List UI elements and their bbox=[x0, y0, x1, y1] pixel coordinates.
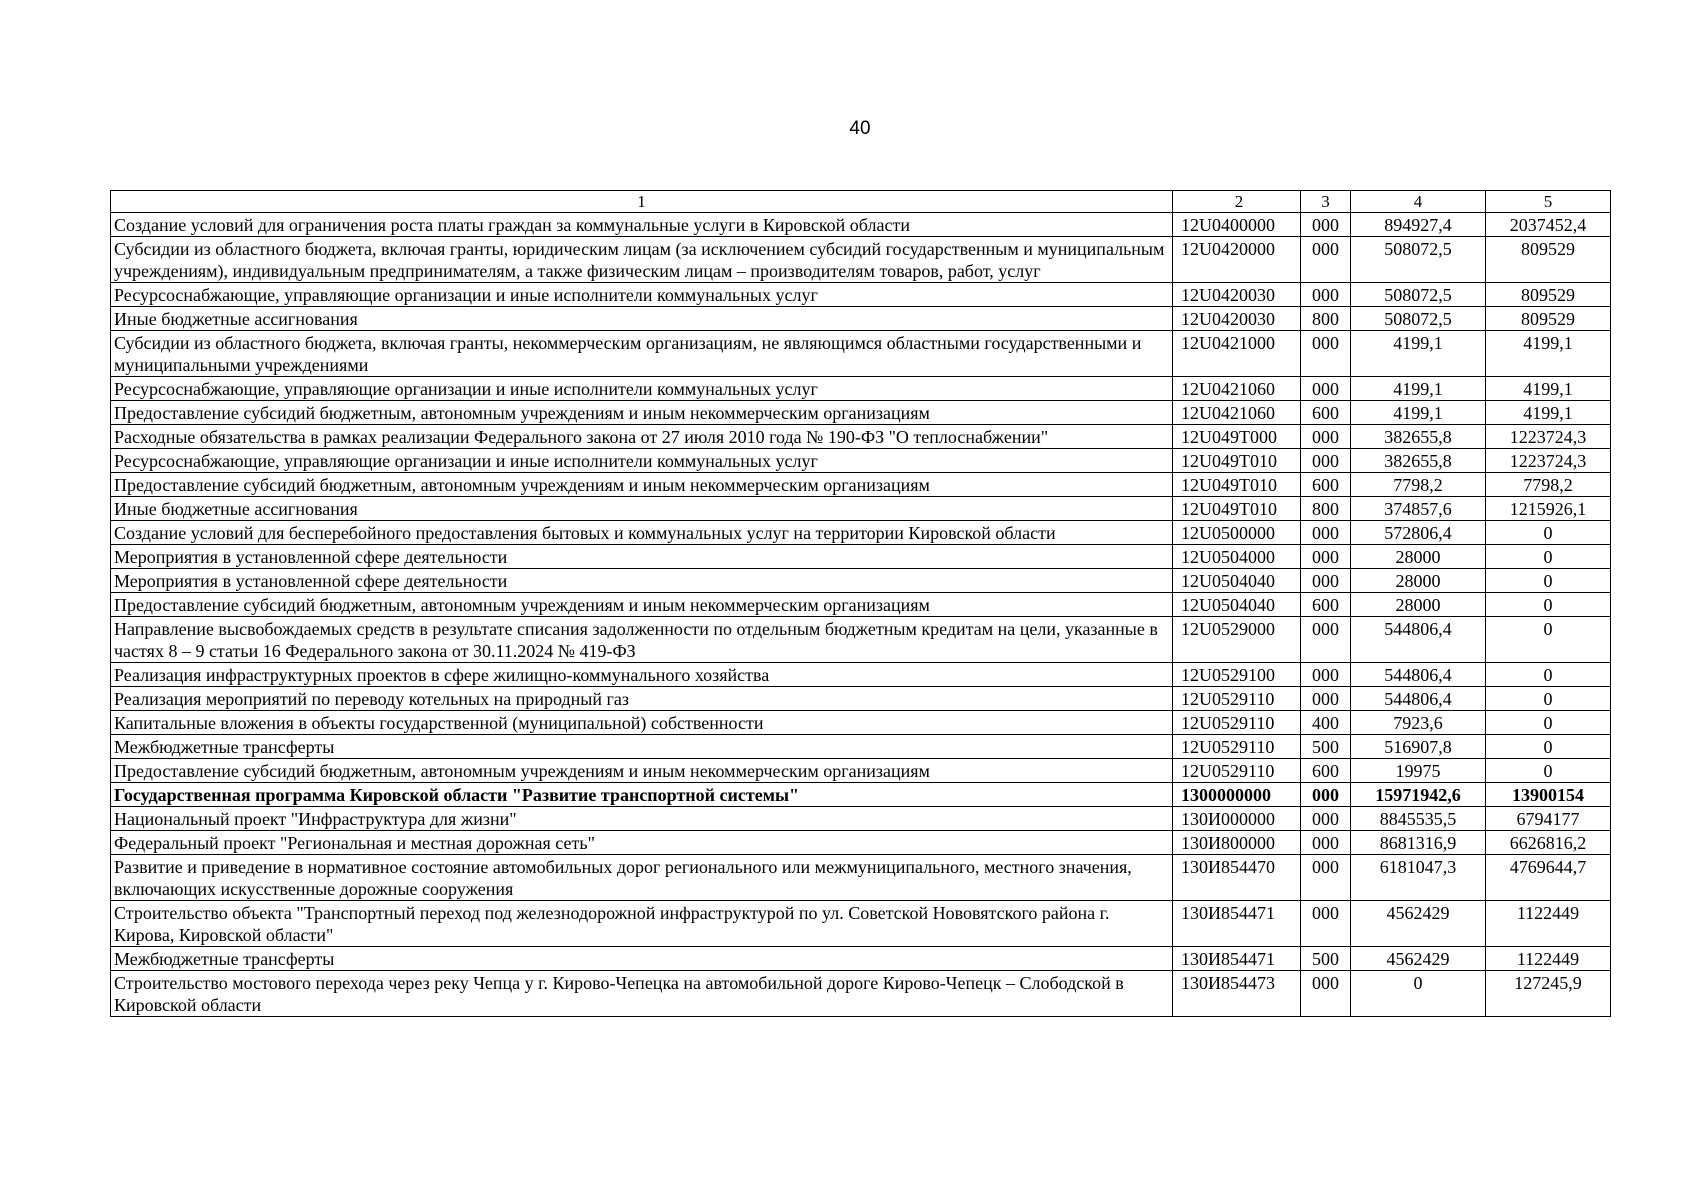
item-name: Строительство объекта "Транспортный переход под железнодорожной инфраструктурой по ул. Советской Нововятского района г. Кирова, Кировской области" bbox=[111, 901, 1173, 947]
item-name: Реализация мероприятий по переводу котельных на природный газ bbox=[111, 687, 1173, 711]
expense-type-code: 000 bbox=[1301, 237, 1351, 283]
table-row bbox=[111, 331, 1611, 377]
expense-type-code: 000 bbox=[1301, 901, 1351, 947]
amount-col-4: 4562429 bbox=[1351, 901, 1486, 947]
item-name: Федеральный проект "Региональная и местная дорожная сеть" bbox=[111, 831, 1173, 855]
target-article-code: 130И854471 bbox=[1173, 901, 1301, 947]
table-row bbox=[111, 947, 1611, 971]
item-name: Предоставление субсидий бюджетным, автономным учреждениям и иным некоммерческим организациям bbox=[111, 473, 1173, 497]
amount-col-4: 544806,4 bbox=[1351, 687, 1486, 711]
item-name: Ресурсоснабжающие, управляющие организации и иные исполнители коммунальных услуг bbox=[111, 377, 1173, 401]
expense-type-code: 000 bbox=[1301, 783, 1351, 807]
expense-type-code: 000 bbox=[1301, 449, 1351, 473]
amount-col-4: 4562429 bbox=[1351, 947, 1486, 971]
amount-col-4: 508072,5 bbox=[1351, 307, 1486, 331]
amount-col-5: 127245,9 bbox=[1486, 971, 1611, 1017]
item-name: Национальный проект "Инфраструктура для жизни" bbox=[111, 807, 1173, 831]
amount-col-5: 13900154 bbox=[1486, 783, 1611, 807]
target-article-code: 130И800000 bbox=[1173, 831, 1301, 855]
amount-col-4: 6181047,3 bbox=[1351, 855, 1486, 901]
amount-col-5: 809529 bbox=[1486, 283, 1611, 307]
table-row bbox=[111, 687, 1611, 711]
item-name: Ресурсоснабжающие, управляющие организации и иные исполнители коммунальных услуг bbox=[111, 449, 1173, 473]
target-article-code: 12U0504040 bbox=[1173, 593, 1301, 617]
expense-type-code: 000 bbox=[1301, 521, 1351, 545]
amount-col-4: 544806,4 bbox=[1351, 617, 1486, 663]
item-name: Расходные обязательства в рамках реализации Федерального закона от 27 июля 2010 года № 190-ФЗ "О теплоснабжении" bbox=[111, 425, 1173, 449]
target-article-code: 130И854470 bbox=[1173, 855, 1301, 901]
target-article-code: 12U0400000 bbox=[1173, 213, 1301, 237]
amount-col-5: 4199,1 bbox=[1486, 377, 1611, 401]
amount-col-5: 0 bbox=[1486, 617, 1611, 663]
expense-type-code: 000 bbox=[1301, 687, 1351, 711]
expense-type-code: 000 bbox=[1301, 855, 1351, 901]
expense-type-code: 000 bbox=[1301, 545, 1351, 569]
item-name: Межбюджетные трансферты bbox=[111, 947, 1173, 971]
expense-type-code: 400 bbox=[1301, 711, 1351, 735]
expense-type-code: 500 bbox=[1301, 947, 1351, 971]
table-row bbox=[111, 901, 1611, 947]
amount-col-5: 4199,1 bbox=[1486, 331, 1611, 377]
column-number: 3 bbox=[1301, 191, 1351, 213]
item-name: Реализация инфраструктурных проектов в сфере жилищно-коммунального хозяйства bbox=[111, 663, 1173, 687]
expense-type-code: 000 bbox=[1301, 283, 1351, 307]
column-number-row bbox=[111, 191, 1611, 213]
column-number: 2 bbox=[1173, 191, 1301, 213]
amount-col-5: 4199,1 bbox=[1486, 401, 1611, 425]
amount-col-4: 516907,8 bbox=[1351, 735, 1486, 759]
target-article-code: 12U0529100 bbox=[1173, 663, 1301, 687]
table-row bbox=[111, 569, 1611, 593]
amount-col-4: 508072,5 bbox=[1351, 237, 1486, 283]
table-row bbox=[111, 831, 1611, 855]
column-number: 5 bbox=[1486, 191, 1611, 213]
amount-col-4: 28000 bbox=[1351, 545, 1486, 569]
item-name: Капитальные вложения в объекты государственной (муниципальной) собственности bbox=[111, 711, 1173, 735]
target-article-code: 12U0420000 bbox=[1173, 237, 1301, 283]
amount-col-4: 572806,4 bbox=[1351, 521, 1486, 545]
amount-col-5: 0 bbox=[1486, 569, 1611, 593]
item-name: Предоставление субсидий бюджетным, автономным учреждениям и иным некоммерческим организациям bbox=[111, 759, 1173, 783]
table-row bbox=[111, 663, 1611, 687]
target-article-code: 130И854473 bbox=[1173, 971, 1301, 1017]
amount-col-4: 7923,6 bbox=[1351, 711, 1486, 735]
item-name: Направление высвобождаемых средств в результате списания задолженности по отдельным бюджетным кредитам на цели, указанные в частях 8 – 9 статьи 16 Федерального закона от 30.11.2024 № 419-ФЗ bbox=[111, 617, 1173, 663]
table-row bbox=[111, 855, 1611, 901]
item-name: Иные бюджетные ассигнования bbox=[111, 497, 1173, 521]
table-row bbox=[111, 593, 1611, 617]
amount-col-5: 1223724,3 bbox=[1486, 449, 1611, 473]
amount-col-4: 7798,2 bbox=[1351, 473, 1486, 497]
target-article-code: 12U0529110 bbox=[1173, 759, 1301, 783]
amount-col-4: 544806,4 bbox=[1351, 663, 1486, 687]
expense-type-code: 000 bbox=[1301, 377, 1351, 401]
amount-col-4: 19975 bbox=[1351, 759, 1486, 783]
target-article-code: 12U0420030 bbox=[1173, 307, 1301, 331]
amount-col-5: 0 bbox=[1486, 593, 1611, 617]
amount-col-5: 809529 bbox=[1486, 237, 1611, 283]
target-article-code: 12U0529110 bbox=[1173, 735, 1301, 759]
target-article-code: 12U049T000 bbox=[1173, 425, 1301, 449]
target-article-code: 12U0421060 bbox=[1173, 401, 1301, 425]
table-row bbox=[111, 307, 1611, 331]
amount-col-5: 0 bbox=[1486, 735, 1611, 759]
page-number: 40 bbox=[849, 118, 871, 139]
amount-col-5: 6794177 bbox=[1486, 807, 1611, 831]
item-name: Иные бюджетные ассигнования bbox=[111, 307, 1173, 331]
target-article-code: 12U0420030 bbox=[1173, 283, 1301, 307]
amount-col-5: 2037452,4 bbox=[1486, 213, 1611, 237]
table-row bbox=[111, 449, 1611, 473]
table-row bbox=[111, 213, 1611, 237]
target-article-code: 12U0529110 bbox=[1173, 711, 1301, 735]
amount-col-5: 0 bbox=[1486, 711, 1611, 735]
expense-type-code: 800 bbox=[1301, 307, 1351, 331]
amount-col-4: 4199,1 bbox=[1351, 331, 1486, 377]
target-article-code: 12U049T010 bbox=[1173, 497, 1301, 521]
expense-type-code: 000 bbox=[1301, 831, 1351, 855]
item-name: Субсидии из областного бюджета, включая гранты, юридическим лицам (за исключением субсидий государственным и муниципальным учреждениям), индивидуальным предпринимателям, а также физическим лицам – производителям товаров, работ, услуг bbox=[111, 237, 1173, 283]
amount-col-4: 28000 bbox=[1351, 593, 1486, 617]
amount-col-4: 15971942,6 bbox=[1351, 783, 1486, 807]
table-row bbox=[111, 807, 1611, 831]
amount-col-5: 0 bbox=[1486, 759, 1611, 783]
amount-col-4: 8681316,9 bbox=[1351, 831, 1486, 855]
item-name: Государственная программа Кировской области "Развитие транспортной системы" bbox=[111, 783, 1173, 807]
amount-col-4: 28000 bbox=[1351, 569, 1486, 593]
amount-col-5: 0 bbox=[1486, 521, 1611, 545]
item-name: Предоставление субсидий бюджетным, автономным учреждениям и иным некоммерческим организациям bbox=[111, 401, 1173, 425]
item-name: Ресурсоснабжающие, управляющие организации и иные исполнители коммунальных услуг bbox=[111, 283, 1173, 307]
item-name: Мероприятия в установленной сфере деятельности bbox=[111, 569, 1173, 593]
table-row bbox=[111, 237, 1611, 283]
amount-col-4: 382655,8 bbox=[1351, 449, 1486, 473]
expense-type-code: 000 bbox=[1301, 213, 1351, 237]
amount-col-5: 1122449 bbox=[1486, 947, 1611, 971]
target-article-code: 12U0529110 bbox=[1173, 687, 1301, 711]
target-article-code: 12U049T010 bbox=[1173, 473, 1301, 497]
item-name: Развитие и приведение в нормативное состояние автомобильных дорог регионального или межмуниципального, местного значения, включающих искусственные дорожные сооружения bbox=[111, 855, 1173, 901]
amount-col-5: 1215926,1 bbox=[1486, 497, 1611, 521]
amount-col-4: 894927,4 bbox=[1351, 213, 1486, 237]
expense-type-code: 000 bbox=[1301, 331, 1351, 377]
table-row bbox=[111, 735, 1611, 759]
table-row bbox=[111, 377, 1611, 401]
target-article-code: 12U049T010 bbox=[1173, 449, 1301, 473]
target-article-code: 12U0421000 bbox=[1173, 331, 1301, 377]
expense-type-code: 000 bbox=[1301, 971, 1351, 1017]
amount-col-5: 7798,2 bbox=[1486, 473, 1611, 497]
table-row bbox=[111, 617, 1611, 663]
target-article-code: 12U0529000 bbox=[1173, 617, 1301, 663]
column-number: 1 bbox=[111, 191, 1173, 213]
item-name: Предоставление субсидий бюджетным, автономным учреждениям и иным некоммерческим организациям bbox=[111, 593, 1173, 617]
expense-type-code: 000 bbox=[1301, 425, 1351, 449]
expense-type-code: 000 bbox=[1301, 569, 1351, 593]
column-number: 4 bbox=[1351, 191, 1486, 213]
target-article-code: 1300000000 bbox=[1173, 783, 1301, 807]
amount-col-5: 809529 bbox=[1486, 307, 1611, 331]
expense-type-code: 600 bbox=[1301, 401, 1351, 425]
target-article-code: 12U0421060 bbox=[1173, 377, 1301, 401]
item-name: Строительство мостового перехода через реку Чепца у г. Кирово-Чепецка на автомобильной дороге Кирово-Чепецк – Слободской в Кировской области bbox=[111, 971, 1173, 1017]
expense-type-code: 800 bbox=[1301, 497, 1351, 521]
table-row bbox=[111, 759, 1611, 783]
amount-col-5: 1223724,3 bbox=[1486, 425, 1611, 449]
amount-col-4: 0 bbox=[1351, 971, 1486, 1017]
item-name: Субсидии из областного бюджета, включая гранты, некоммерческим организациям, не являющимся областными государственными и муниципальными учреждениями bbox=[111, 331, 1173, 377]
table-row bbox=[111, 545, 1611, 569]
amount-col-4: 8845535,5 bbox=[1351, 807, 1486, 831]
expense-type-code: 000 bbox=[1301, 663, 1351, 687]
amount-col-5: 0 bbox=[1486, 663, 1611, 687]
table-row bbox=[111, 497, 1611, 521]
target-article-code: 130И000000 bbox=[1173, 807, 1301, 831]
target-article-code: 12U0504040 bbox=[1173, 569, 1301, 593]
table-row bbox=[111, 521, 1611, 545]
table-row bbox=[111, 783, 1611, 807]
amount-col-4: 382655,8 bbox=[1351, 425, 1486, 449]
amount-col-5: 0 bbox=[1486, 545, 1611, 569]
amount-col-5: 4769644,7 bbox=[1486, 855, 1611, 901]
amount-col-5: 1122449 bbox=[1486, 901, 1611, 947]
amount-col-5: 6626816,2 bbox=[1486, 831, 1611, 855]
target-article-code: 12U0504000 bbox=[1173, 545, 1301, 569]
expense-type-code: 500 bbox=[1301, 735, 1351, 759]
expense-type-code: 000 bbox=[1301, 617, 1351, 663]
table-row bbox=[111, 425, 1611, 449]
item-name: Мероприятия в установленной сфере деятельности bbox=[111, 545, 1173, 569]
amount-col-4: 374857,6 bbox=[1351, 497, 1486, 521]
item-name: Создание условий для ограничения роста платы граждан за коммунальные услуги в Кировской области bbox=[111, 213, 1173, 237]
target-article-code: 130И854471 bbox=[1173, 947, 1301, 971]
amount-col-4: 4199,1 bbox=[1351, 377, 1486, 401]
table-row bbox=[111, 971, 1611, 1017]
expense-type-code: 000 bbox=[1301, 807, 1351, 831]
budget-table bbox=[110, 190, 1611, 1017]
table-row bbox=[111, 283, 1611, 307]
amount-col-5: 0 bbox=[1486, 687, 1611, 711]
target-article-code: 12U0500000 bbox=[1173, 521, 1301, 545]
expense-type-code: 600 bbox=[1301, 593, 1351, 617]
item-name: Межбюджетные трансферты bbox=[111, 735, 1173, 759]
amount-col-4: 4199,1 bbox=[1351, 401, 1486, 425]
table-row bbox=[111, 401, 1611, 425]
table-row bbox=[111, 473, 1611, 497]
expense-type-code: 600 bbox=[1301, 473, 1351, 497]
expense-type-code: 600 bbox=[1301, 759, 1351, 783]
item-name: Создание условий для бесперебойного предоставления бытовых и коммунальных услуг на территории Кировской области bbox=[111, 521, 1173, 545]
amount-col-4: 508072,5 bbox=[1351, 283, 1486, 307]
table-row bbox=[111, 711, 1611, 735]
